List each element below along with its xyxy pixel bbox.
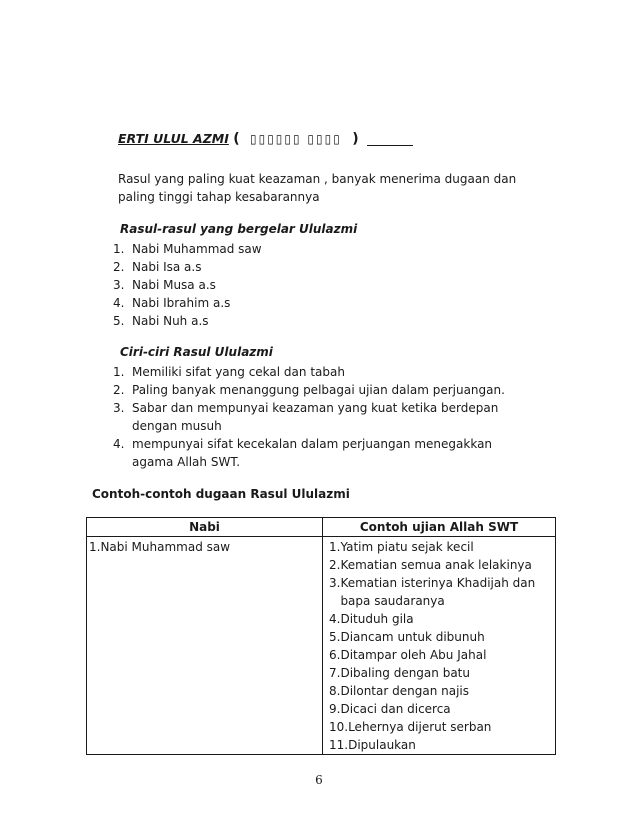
ciri-list: [113, 363, 533, 471]
list-item: [113, 276, 262, 294]
example-item: 9.Dicaci dan dicerca: [329, 702, 451, 716]
list-item-text: Memiliki sifat yang cekal dan tabah: [132, 365, 345, 379]
table-header-row: [87, 518, 556, 537]
heading-open-paren: (: [233, 131, 240, 147]
page-number: 6: [315, 773, 323, 787]
table-cell-nabi: 1.Nabi Muhammad saw: [87, 537, 323, 755]
list-item-text: Paling banyak menanggung pelbagai ujian dalam perjuangan.: [132, 383, 505, 397]
example-item: 2.Kematian semua anak lelakinya: [329, 558, 532, 572]
example-item: 6.Ditampar oleh Abu Jahal: [329, 648, 487, 662]
list-item: [113, 435, 533, 471]
heading-arabic-text: ▯▯▯▯▯▯ ▯▯▯▯: [249, 132, 342, 146]
section-title: Contoh-contoh dugaan Rasul Ululazmi: [92, 487, 350, 501]
list-item-number: 1.: [113, 365, 125, 379]
list-item: [113, 240, 262, 258]
list-item-text: Nabi Isa a.s: [132, 260, 202, 274]
list-item-number: 2.: [113, 260, 125, 274]
rasul-list-title: Rasul-rasul yang bergelar Ululazmi: [120, 222, 358, 236]
list-item-number: 5.: [113, 314, 125, 328]
heading-title: ERTI ULUL AZMI: [118, 131, 229, 146]
heading-underline: [367, 145, 413, 146]
list-item: [113, 312, 262, 330]
table-row: [87, 537, 556, 755]
list-item-number: 2.: [113, 383, 125, 397]
list-item: [113, 294, 262, 312]
table-header-nabi: Nabi: [87, 518, 323, 537]
rasul-list: [113, 240, 262, 330]
definition-line: Rasul yang paling kuat keazaman , banyak menerima dugaan dan: [118, 172, 517, 186]
list-item-text: Sabar dan mempunyai keazaman yang kuat ketika berdepan dengan musuh: [132, 401, 499, 433]
example-item: 10.Lehernya dijerut serban: [329, 720, 492, 734]
example-item: 3.Kematian isterinya Khadijah dan: [329, 576, 536, 590]
example-item: 11.Dipulaukan: [329, 738, 416, 752]
list-item-text: Nabi Nuh a.s: [132, 314, 209, 328]
heading: [118, 131, 413, 147]
list-item-text: Nabi Musa a.s: [132, 278, 216, 292]
list-item-number: 3.: [113, 278, 125, 292]
list-item-number: 1.: [113, 242, 125, 256]
list-item-number: 3.: [113, 401, 125, 415]
example-item: 4.Dituduh gila: [329, 612, 414, 626]
list-item: [113, 363, 533, 381]
table-header-ujian: Contoh ujian Allah SWT: [323, 518, 556, 537]
example-item: 8.Dilontar dengan najis: [329, 684, 469, 698]
example-item: bapa saudaranya: [329, 594, 445, 608]
list-item: [113, 258, 262, 276]
definition-paragraph: [118, 170, 538, 206]
example-item: 7.Dibaling dengan batu: [329, 666, 470, 680]
list-item: [113, 399, 533, 435]
definition-line: paling tinggi tahap kesabarannya: [118, 190, 320, 204]
example-item: 5.Diancam untuk dibunuh: [329, 630, 485, 644]
list-item-text: mempunyai sifat kecekalan dalam perjuangan menegakkan agama Allah SWT.: [132, 437, 493, 469]
example-item: 1.Yatim piatu sejak kecil: [329, 540, 474, 554]
list-item-number: 4.: [113, 437, 125, 451]
heading-close-paren: ): [352, 131, 359, 147]
table-cell-examples: [323, 537, 556, 755]
ciri-list-title: Ciri-ciri Rasul Ululazmi: [120, 345, 273, 359]
list-item-text: Nabi Ibrahim a.s: [132, 296, 231, 310]
list-item: [113, 381, 533, 399]
list-item-text: Nabi Muhammad saw: [132, 242, 262, 256]
dugaan-table: [86, 517, 556, 755]
list-item-number: 4.: [113, 296, 125, 310]
